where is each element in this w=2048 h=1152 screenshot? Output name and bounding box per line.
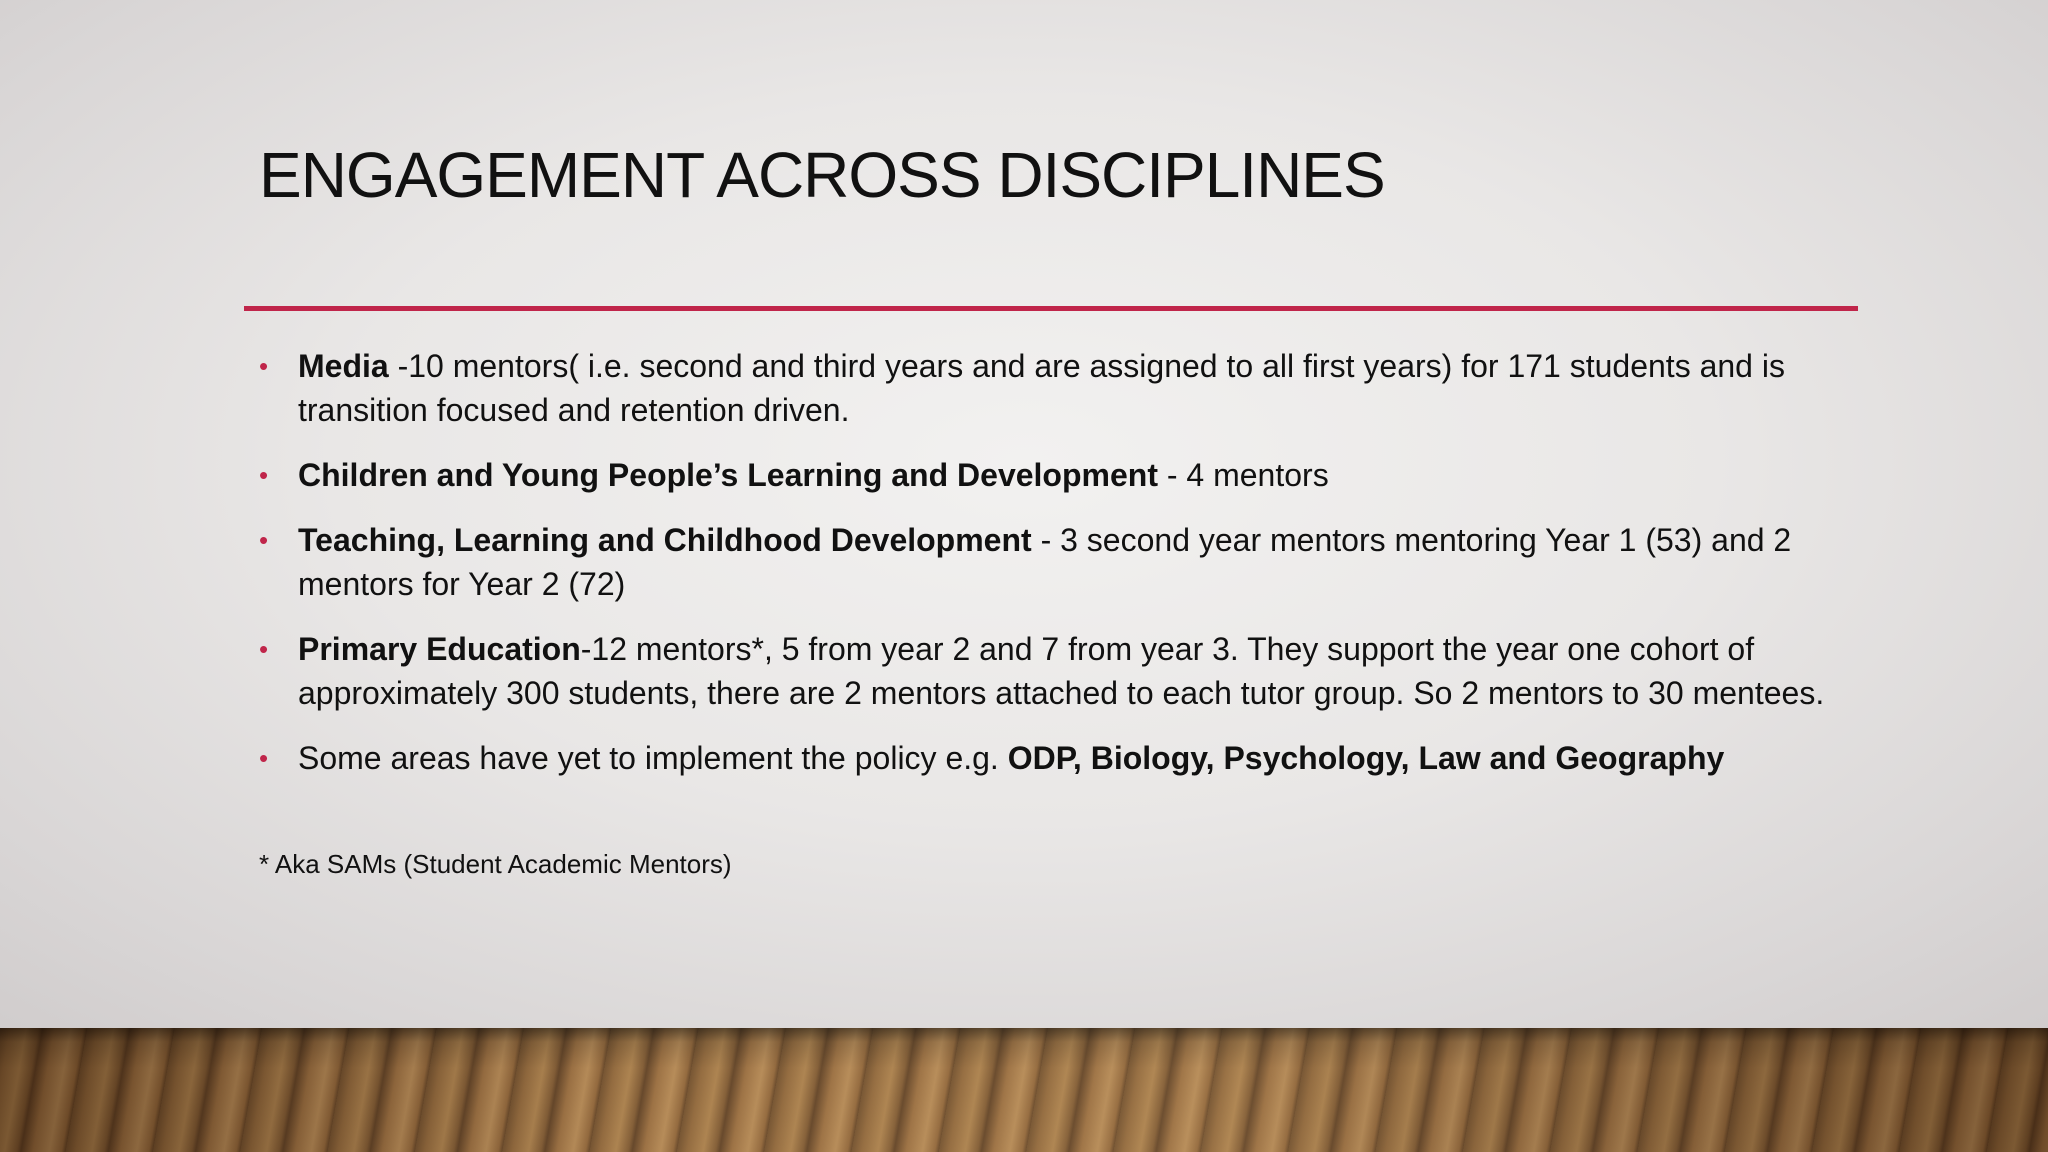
bullet-text: -10 mentors( i.e. second and third years and are assigned to all first years) for 171 students and is transition focused and retention driven.: [298, 348, 1785, 428]
bullet-dot-icon: •: [259, 525, 269, 555]
bullet-heading: Children and Young People’s Learning and Development: [298, 457, 1158, 493]
bullet-heading: Media: [298, 348, 389, 384]
bullet-dot-icon: •: [259, 743, 269, 773]
bullet-list: [259, 344, 1839, 801]
title-divider: [244, 306, 1858, 311]
bullet-item-other-areas: [259, 736, 1839, 780]
footnote: * Aka SAMs (Student Academic Mentors): [259, 849, 732, 879]
bullet-heading: Primary Education: [298, 631, 581, 667]
bullet-heading: Teaching, Learning and Childhood Development: [298, 522, 1032, 558]
bullet-item-children-young-people: [259, 453, 1839, 497]
bullet-text: -12 mentors*, 5 from year 2 and 7 from year 3. They support the year one cohort of approximately 300 students, there are 2 mentors attached to each tutor group. So 2 mentors to 30 mentees.: [298, 631, 1825, 711]
bullet-emphasis: ODP, Biology, Psychology, Law and Geography: [1007, 740, 1725, 776]
bullet-text: Some areas have yet to implement the policy e.g.: [298, 740, 1008, 776]
bullet-item-teaching-learning: [259, 518, 1839, 606]
floor-shading: [0, 1028, 2048, 1152]
wood-floor-decoration: [0, 1028, 2048, 1152]
bullet-item-primary-education: [259, 627, 1839, 715]
bullet-dot-icon: •: [259, 351, 269, 381]
bullet-dot-icon: •: [259, 634, 269, 664]
bullet-text: - 4 mentors: [1157, 457, 1329, 493]
slide-title: ENGAGEMENT ACROSS DISCIPLINES: [259, 139, 1385, 211]
bullet-item-media: [259, 344, 1839, 432]
bullet-dot-icon: •: [259, 460, 269, 490]
bullet-text: - 3 second year mentors mentoring Year 1 (53) and 2 mentors for Year 2 (72): [298, 522, 1792, 602]
